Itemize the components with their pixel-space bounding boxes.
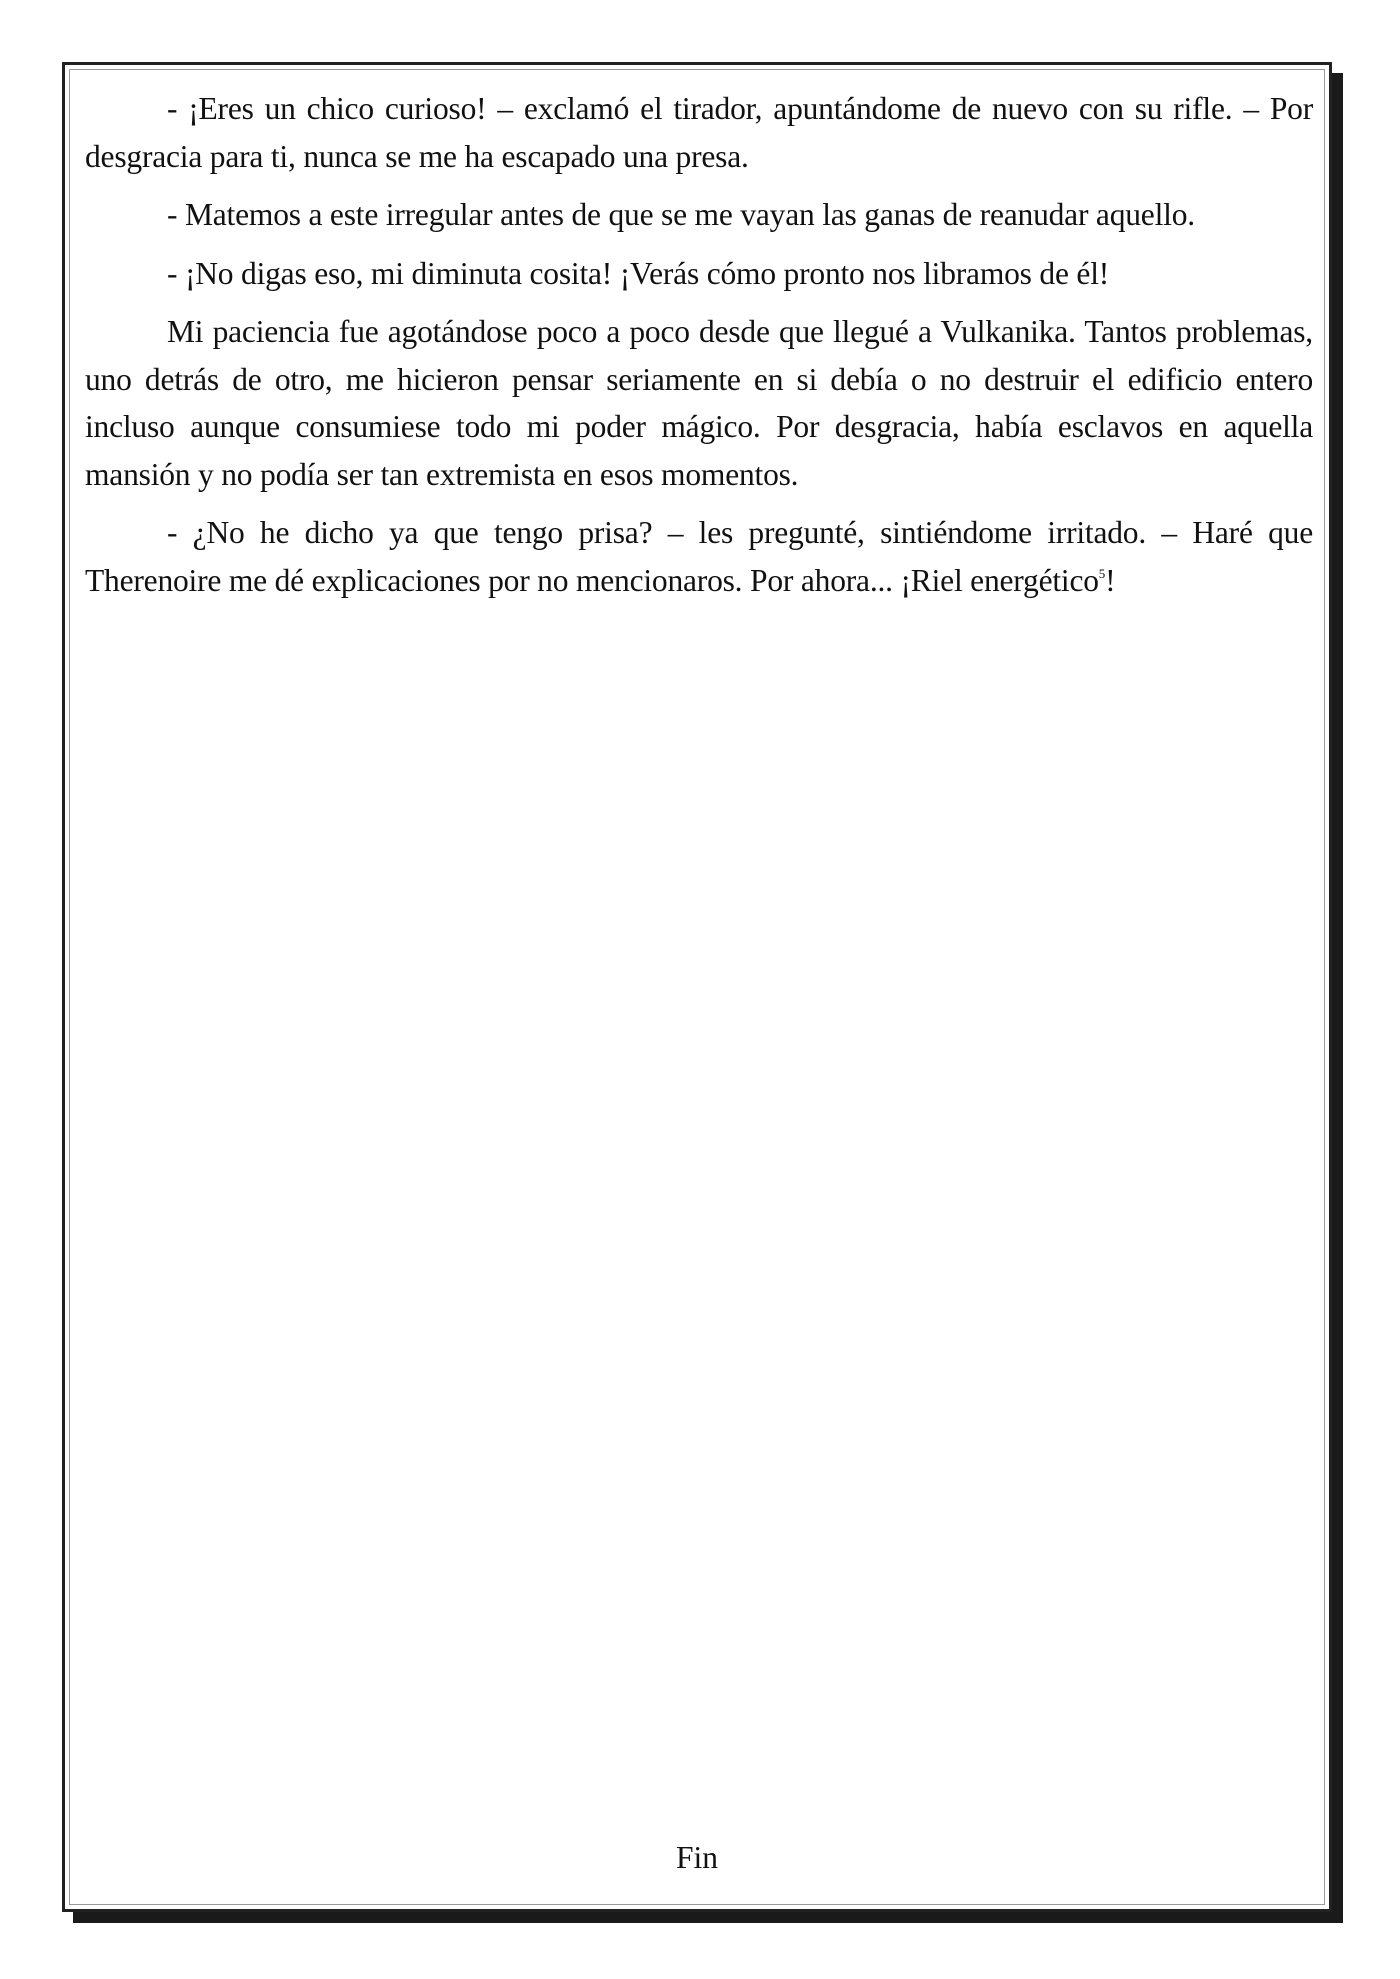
paragraph-5 (85, 509, 1313, 604)
page-frame (62, 62, 1332, 1912)
text-body (85, 85, 1313, 615)
paragraph-1: - ¡Eres un chico curioso! – exclamó el tirador, apuntándome de nuevo con su rifle. – Por desgracia para ti, nunca se me ha escapado una presa. (85, 91, 1313, 174)
paragraph-5-text: - ¿No he dicho ya que tengo prisa? – les pregunté, sintiéndome irritado. – Haré que Therenoire me dé explicaciones por no mencionaros. Por ahora... ¡Riel energético (85, 515, 1313, 598)
paragraph-5-end: ! (1105, 562, 1116, 598)
paragraph-4: Mi paciencia fue agotándose poco a poco desde que llegué a Vulkanika. Tantos problemas, uno detrás de otro, me hicieron pensar seriamente en si debía o no destruir el edificio entero incluso aunque consumiese todo mi poder mágico. Por desgracia, había esclavos en aquella mansión y no podía ser tan extremista en esos momentos. (85, 314, 1313, 492)
ending-label: Fin (675, 1840, 719, 1875)
paragraph-3: - ¡No digas eso, mi diminuta cosita! ¡Verás cómo pronto nos libramos de él! (167, 255, 1110, 291)
footnote-reference: 5 (1098, 565, 1106, 581)
paragraph-2: - Matemos a este irregular antes de que se me vayan las ganas de reanudar aquello. (167, 197, 1195, 232)
